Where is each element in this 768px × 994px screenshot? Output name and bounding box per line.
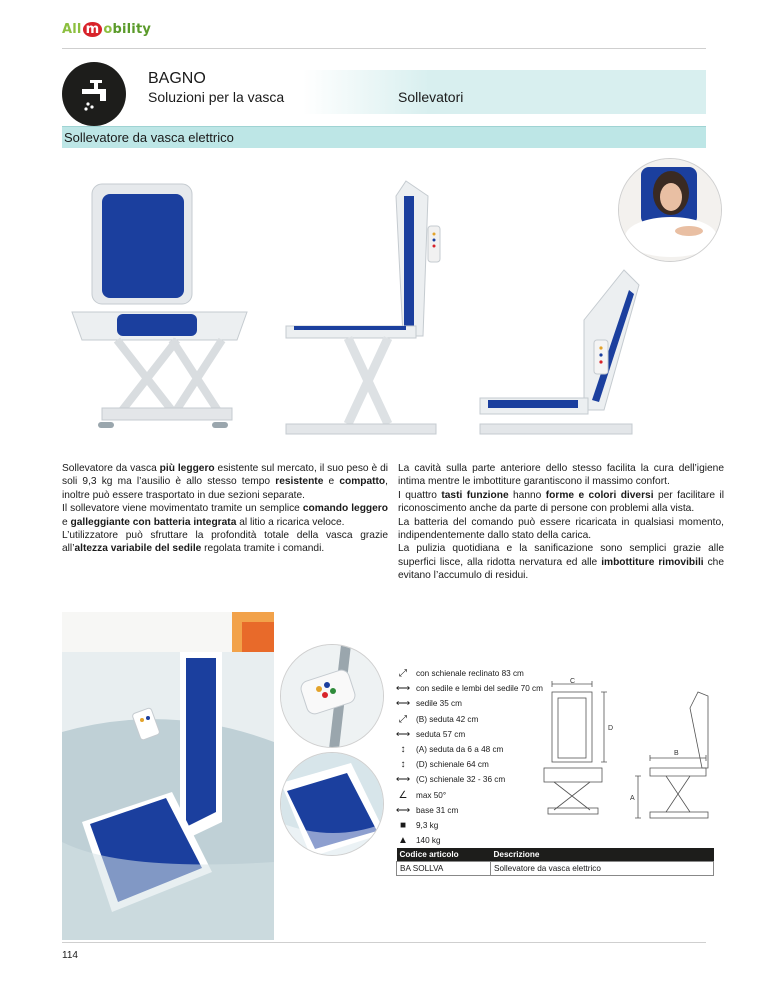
spec-label: seduta 57 cm xyxy=(416,729,466,739)
product-title-bar xyxy=(62,126,706,148)
table-header-description: Descrizione xyxy=(491,848,714,862)
vertical-arrow-icon: ↕ xyxy=(400,743,406,755)
text: al litio a ricarica veloce. xyxy=(236,516,345,528)
text: La pulizia quotidiana e la sanificazione sono semplici grazie alle superfici lisce, alla ridotta nervatura ed alle xyxy=(398,543,724,568)
spec-item xyxy=(396,818,543,833)
spec-label: (C) schienale 32 - 36 cm xyxy=(416,775,506,785)
article-description: Sollevatore da vasca elettrico xyxy=(491,862,714,876)
vertical-arrow-icon: ↕ xyxy=(400,759,406,771)
weight-icon: ■ xyxy=(399,819,407,831)
chair-side-image xyxy=(278,176,448,446)
spec-list xyxy=(396,666,543,848)
text: hanno xyxy=(508,489,546,501)
label-d: D xyxy=(608,725,614,732)
spec-label: max 50° xyxy=(416,790,447,800)
paragraph xyxy=(62,462,388,502)
spec-item xyxy=(396,788,543,803)
diagonal-arrow-icon: ⤢ xyxy=(399,713,407,725)
spec-item xyxy=(396,772,543,787)
paragraph xyxy=(62,502,388,529)
text: La cavità sulla parte anteriore dello stesso facilita la cura dell’igiene intima mentre le imbottiture garantiscono il massimo confort. xyxy=(398,463,724,488)
spec-label: (B) seduta 42 cm xyxy=(416,714,479,724)
section-title: Sollevatori xyxy=(398,89,464,105)
chair-front-image xyxy=(62,172,272,444)
spec-item xyxy=(396,696,543,711)
text: L’utilizzatore può sfruttare la profondità totale della vasca grazie all’ xyxy=(62,530,388,555)
woman-bath-photo xyxy=(618,158,722,262)
category-subtitle: Soluzioni per la vasca xyxy=(148,89,285,105)
paragraph xyxy=(398,516,724,543)
text: I quattro xyxy=(398,489,442,501)
label-a: A xyxy=(630,795,635,802)
bold-text: resistente xyxy=(275,476,324,488)
text: e xyxy=(323,476,340,488)
label-c: C xyxy=(570,678,576,685)
spec-item xyxy=(396,727,543,742)
article-code: BA SOLLVA xyxy=(397,862,491,876)
spec-label: base 31 cm xyxy=(416,805,459,815)
diagonal-arrow-icon: ⤢ xyxy=(399,668,407,679)
text: regolata tramite i comandi. xyxy=(201,543,325,555)
faucet-icon xyxy=(62,62,126,126)
text: Il sollevatore viene movimentato tramite un semplice xyxy=(62,503,303,515)
spec-label: con sedile e lembi del sedile 70 cm xyxy=(416,684,543,694)
bold-text: forme e colori diversi xyxy=(545,489,654,501)
paragraph xyxy=(398,542,724,582)
text: esistente sul mercato, il suo peso è di soli 9,3 kg ma l’ausilio è allo stesso tempo xyxy=(62,463,388,488)
bold-text: più leggero xyxy=(159,463,215,474)
spec-item xyxy=(396,833,543,848)
top-rule xyxy=(62,48,706,49)
text: che evitano l’accumulo di residui. xyxy=(398,556,724,582)
remote-control-detail-photo xyxy=(280,644,384,748)
spec-item xyxy=(396,666,543,681)
article-table xyxy=(396,848,714,876)
spec-item xyxy=(396,712,543,727)
bath-lift-photo xyxy=(62,612,274,940)
spec-label: (D) schienale 64 cm xyxy=(416,760,489,770)
seat-flap-detail-photo xyxy=(280,752,384,856)
label-b: B xyxy=(674,750,679,757)
text: e xyxy=(62,516,71,528)
bold-text: altezza variabile del sedile xyxy=(74,543,202,555)
angle-icon: ∠ xyxy=(398,789,408,801)
text: , inoltre può essere trasportato in due sezioni separate. xyxy=(62,476,388,501)
bold-text: tasti funzione xyxy=(441,489,509,501)
spec-item xyxy=(396,757,543,772)
spec-label: (A) seduta da 6 a 48 cm xyxy=(416,744,504,754)
text: Sollevatore da vasca xyxy=(62,463,160,474)
bottom-rule xyxy=(62,942,706,943)
bold-text: comando leggero xyxy=(302,503,388,515)
page-number: 114 xyxy=(62,950,78,961)
spec-label: con schienale reclinato 83 cm xyxy=(416,669,524,678)
spec-item xyxy=(396,803,543,818)
bold-text: galleggiante con batteria integrata xyxy=(70,516,237,528)
horizontal-arrow-icon: ⟷ xyxy=(395,683,411,695)
paragraph xyxy=(62,529,388,556)
horizontal-arrow-icon: ⟷ xyxy=(395,728,411,740)
category-title: BAGNO xyxy=(148,70,206,87)
description-left xyxy=(62,462,388,556)
spec-label: sedile 35 cm xyxy=(416,699,462,709)
description-right xyxy=(398,462,724,583)
horizontal-arrow-icon: ⟷ xyxy=(395,774,411,786)
paragraph xyxy=(398,489,724,516)
max-load-icon: ▲ xyxy=(398,835,408,847)
text: La batteria del comando può essere ricaricata in qualsiasi momento, indipendentemente dallo stato della carica. xyxy=(398,516,724,542)
product-title: Sollevatore da vasca elettrico xyxy=(64,130,234,145)
horizontal-arrow-icon: ⟷ xyxy=(395,698,411,710)
table-header-code: Codice articolo xyxy=(397,848,491,862)
paragraph xyxy=(398,462,724,489)
spec-item xyxy=(396,742,543,757)
table-row xyxy=(397,862,714,876)
spec-label: 9,3 kg xyxy=(416,820,439,830)
spec-item xyxy=(396,681,543,696)
technical-drawing xyxy=(530,678,714,828)
bold-text: compatto xyxy=(339,476,386,488)
bold-text: imbottiture rimovibili xyxy=(601,556,704,568)
brand-logo: All m obility xyxy=(62,22,152,37)
spec-label: 140 kg xyxy=(416,836,441,846)
text: per facilitare il riconoscimento anche da parte di persone con problemi alla vista. xyxy=(398,489,724,515)
chair-reclined-image xyxy=(474,250,644,446)
horizontal-arrow-icon: ⟷ xyxy=(395,804,411,816)
